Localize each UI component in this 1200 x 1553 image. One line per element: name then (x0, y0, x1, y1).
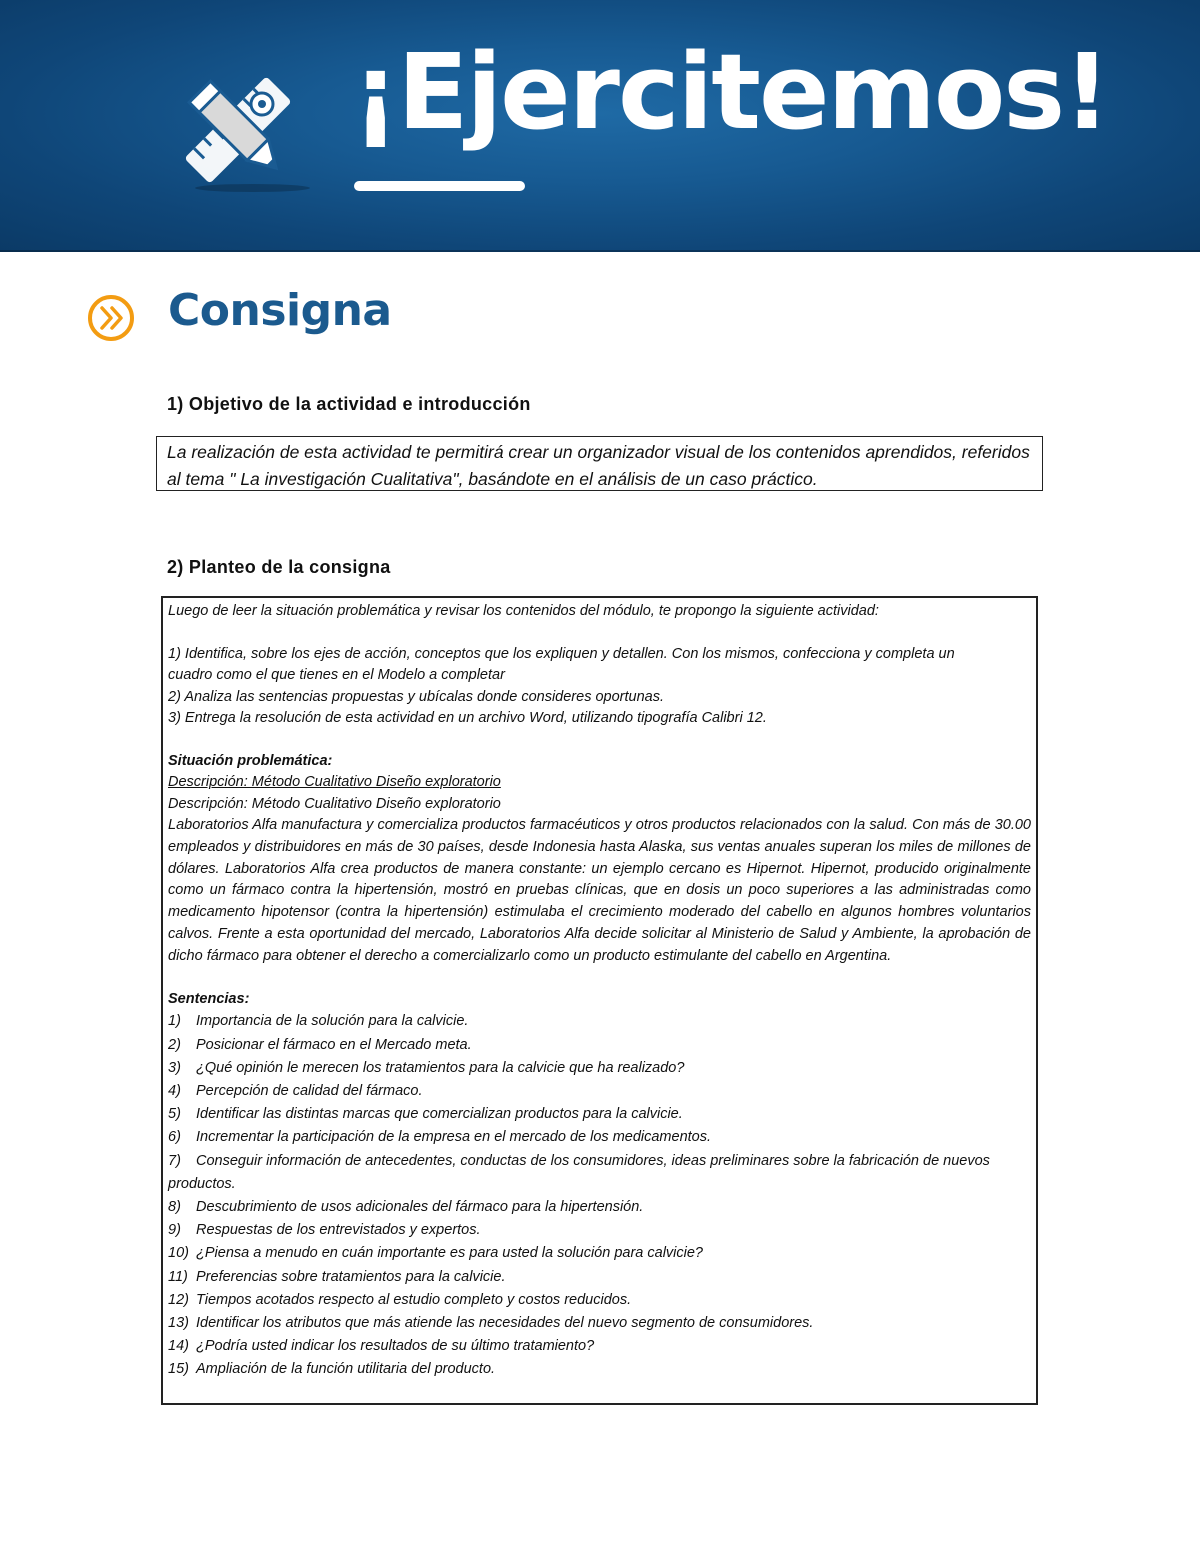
sentence-text: Posicionar el fármaco en el Mercado meta. (196, 1036, 472, 1053)
sentence-number: 4) (168, 1083, 181, 1100)
sentence-item (168, 1335, 1031, 1358)
objective-box (156, 436, 1043, 491)
sentence-text: Importancia de la solución para la calvicie. (196, 1013, 469, 1030)
sentence-item (168, 1219, 1031, 1242)
sentence-number: 2) (168, 1036, 181, 1053)
sentence-text: ¿Qué opinión le merecen los tratamientos para la calvicie que ha realizado? (196, 1059, 685, 1076)
sentence-number: 8) (168, 1199, 181, 1216)
sentence-item (168, 1358, 1031, 1381)
double-chevron-right-icon (86, 293, 136, 343)
sentences-heading: Sentencias: (168, 991, 250, 1007)
section-heading-assignment: 2) Planteo de la consigna (167, 557, 391, 577)
sentence-number: 1) (168, 1013, 181, 1030)
sentence-number: 3) (168, 1059, 181, 1076)
sentence-text: ¿Podría usted indicar los resultados de su último tratamiento? (196, 1338, 595, 1355)
sentence-text: ¿Piensa a menudo en cuán importante es para usted la solución para calvicie? (196, 1245, 703, 1262)
sentence-text: Conseguir información de antecedentes, conductas de los consumidores, ideas preliminares sobre la fabricación de nuevos productos. (168, 1152, 990, 1192)
sentence-number: 10) (168, 1245, 189, 1262)
sentence-text: Incrementar la participación de la empresa en el mercado de los medicamentos. (196, 1129, 712, 1146)
sentence-item (168, 1312, 1031, 1335)
step-line: 3) Entrega la resolución de esta actividad en un archivo Word, utilizando tipografía Calibri 12. (168, 710, 767, 727)
sentence-number: 5) (168, 1106, 181, 1123)
sentence-item (168, 1080, 1031, 1103)
sentence-number: 14) (168, 1338, 189, 1355)
sentence-number: 11) (168, 1268, 188, 1285)
sentence-text: Respuestas de los entrevistados y expertos. (196, 1222, 481, 1239)
sentences-list (168, 1010, 1031, 1381)
banner-underline (354, 181, 525, 191)
sentence-item (168, 1266, 1031, 1289)
sentence-text: Percepción de calidad del fármaco. (196, 1083, 423, 1100)
case-text: Laboratorios Alfa manufactura y comercializa productos farmacéuticos y otros productos relacionados con la salud. Con más de 30.00 empleados y distribuidores en más de 30 países, desde Indonesia hasta Alaska, sus ventas anuales superan los miles de millones de dólares. Laboratorios Alfa crea productos de manera constante: un ejemplo cercano es Hipernot. Hipernot, producido originalmente como un fármaco contra la hipertensión, mostró en pruebas clínicas, que en dosis un poco superiores a las administradas como medicamento hipotensor (contra la hipertensión) estimulaba el crecimiento moderado del cabello en algunos hombres voluntarios calvos. Frente a esta oportunidad del mercado, Laboratorios Alfa decide solicitar al Ministerio de Salud y Ambiente, la aprobación de dicho fármaco para obtener el derecho a comercializarlo como un producto estimulante del cabello en Argentina. (168, 817, 1031, 964)
sentence-item (168, 1289, 1031, 1312)
section-heading-objective: 1) Objetivo de la actividad e introducción (167, 394, 531, 414)
step-line: cuadro como el que tienes en el Modelo a completar (168, 667, 505, 684)
header-banner (0, 0, 1200, 252)
banner-title: ¡Ejercitemos! (352, 31, 1109, 153)
sentence-text: Identificar los atributos que más atiende las necesidades del nuevo segmento de consumidores. (196, 1315, 814, 1332)
sentence-item (168, 1034, 1031, 1057)
sentence-item (168, 1010, 1031, 1033)
sentence-item (168, 1242, 1031, 1265)
pencil-ruler-icon (178, 70, 298, 190)
situation-heading: Situación problemática: (168, 752, 333, 769)
sentence-text: Ampliación de la función utilitaria del producto. (196, 1361, 496, 1378)
sentence-item (168, 1057, 1031, 1080)
sentence-item (168, 1103, 1031, 1126)
sentence-item (168, 1150, 1031, 1196)
assignment-box (161, 596, 1038, 1405)
intro-text: Luego de leer la situación problemática y revisar los contenidos del módulo, te propongo la siguiente actividad: (168, 603, 879, 619)
sentence-text: Identificar las distintas marcas que comercializan productos para la calvicie. (196, 1106, 683, 1123)
sentence-number: 7) (168, 1152, 181, 1169)
sentence-number: 12) (168, 1291, 189, 1308)
icon-shadow (195, 184, 310, 192)
sentence-text: Descubrimiento de usos adicionales del fármaco para la hipertensión. (196, 1199, 644, 1216)
sentence-number: 13) (168, 1315, 189, 1332)
description-underlined: Descripción: Método Cualitativo Diseño exploratorio (168, 774, 501, 791)
page-title: Consigna (168, 285, 392, 336)
sentence-number: 6) (168, 1129, 181, 1146)
sentence-item (168, 1126, 1031, 1149)
step-line: 2) Analiza las sentencias propuestas y ubícalas donde consideres oportunas. (168, 688, 664, 705)
sentence-number: 15) (168, 1361, 189, 1378)
sentence-text: Tiempos acotados respecto al estudio completo y costos reducidos. (196, 1291, 632, 1308)
sentence-item (168, 1196, 1031, 1219)
objective-line: al tema " La investigación Cualitativa", basándote en el análisis de un caso práctico. (167, 469, 818, 489)
sentence-text: Preferencias sobre tratamientos para la calvicie. (196, 1268, 506, 1285)
description: Descripción: Método Cualitativo Diseño exploratorio (168, 795, 501, 812)
objective-line: La realización de esta actividad te permitirá crear un organizador visual de los contenidos aprendidos, referidos (167, 442, 1030, 462)
sentence-number: 9) (168, 1222, 181, 1239)
step-line: 1) Identifica, sobre los ejes de acción, conceptos que los expliquen y detallen. Con los mismos, confecciona y completa un (168, 645, 955, 662)
